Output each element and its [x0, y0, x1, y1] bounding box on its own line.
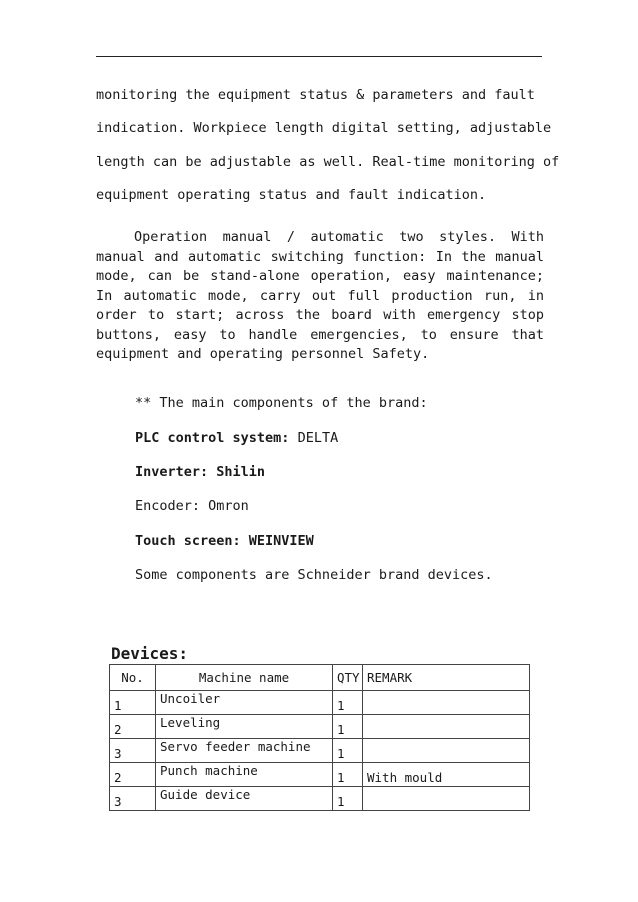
- cell-machine-name: Punch machine: [156, 763, 333, 787]
- table-row: [110, 763, 530, 787]
- header-qty: QTY: [333, 665, 363, 691]
- component-encoder-key: Encoder: Omron: [135, 498, 249, 514]
- cell-qty: 1: [333, 739, 363, 763]
- header-remark: REMARK: [363, 665, 530, 691]
- operation-paragraph: [96, 228, 544, 365]
- cell-no: 1: [110, 691, 156, 715]
- cell-machine-name: Leveling: [156, 715, 333, 739]
- header-no: No.: [110, 665, 156, 691]
- intro-line-3: length can be adjustable as well. Real-time monitoring of: [96, 154, 560, 170]
- cell-qty: 1: [333, 691, 363, 715]
- components-heading: ** The main components of the brand:: [135, 395, 428, 411]
- table-row: [110, 715, 530, 739]
- table-header-row: [110, 665, 530, 691]
- cell-remark: [363, 715, 530, 739]
- operation-paragraph-text: Operation manual / automatic two styles. With manual and automatic switching function: In the manual mode, can be stand-alone operation, easy maintenance; In automatic mode, carry out full production run, in order to start; across the board with emergency stop buttons, easy to handle emergencies, to ensure that equipment and operating personnel Safety.: [96, 229, 544, 362]
- intro-line-1: monitoring the equipment status & parameters and fault: [96, 87, 535, 103]
- intro-line-4: equipment operating status and fault indication.: [96, 187, 487, 203]
- cell-no: 3: [110, 739, 156, 763]
- header-rule: [96, 56, 542, 57]
- devices-title: Devices:: [111, 644, 189, 663]
- cell-no: 2: [110, 715, 156, 739]
- table-row: [110, 787, 530, 811]
- component-inverter: [135, 464, 265, 480]
- intro-line-2: indication. Workpiece length digital setting, adjustable: [96, 120, 552, 136]
- cell-remark: [363, 739, 530, 763]
- cell-machine-name: Guide device: [156, 787, 333, 811]
- cell-no: 2: [110, 763, 156, 787]
- table-row: [110, 691, 530, 715]
- cell-qty: 1: [333, 763, 363, 787]
- components-note: Some components are Schneider brand devices.: [135, 567, 493, 583]
- cell-machine-name: Servo feeder machine: [156, 739, 333, 763]
- component-plc: [135, 430, 338, 446]
- cell-qty: 1: [333, 787, 363, 811]
- component-touch-screen: [135, 533, 314, 549]
- cell-no: 3: [110, 787, 156, 811]
- cell-qty: 1: [333, 715, 363, 739]
- cell-machine-name: Uncoiler: [156, 691, 333, 715]
- cell-remark: With mould: [363, 763, 530, 787]
- cell-remark: [363, 787, 530, 811]
- component-inverter-key: Inverter: Shilin: [135, 464, 266, 480]
- component-plc-key: PLC control system:: [135, 430, 290, 446]
- component-plc-value: DELTA: [289, 430, 339, 446]
- table-row: [110, 739, 530, 763]
- cell-remark: [363, 691, 530, 715]
- component-encoder: [135, 498, 249, 514]
- header-machine-name: Machine name: [156, 665, 333, 691]
- component-touch-key: Touch screen: WEINVIEW: [135, 533, 314, 549]
- devices-table: [109, 664, 530, 811]
